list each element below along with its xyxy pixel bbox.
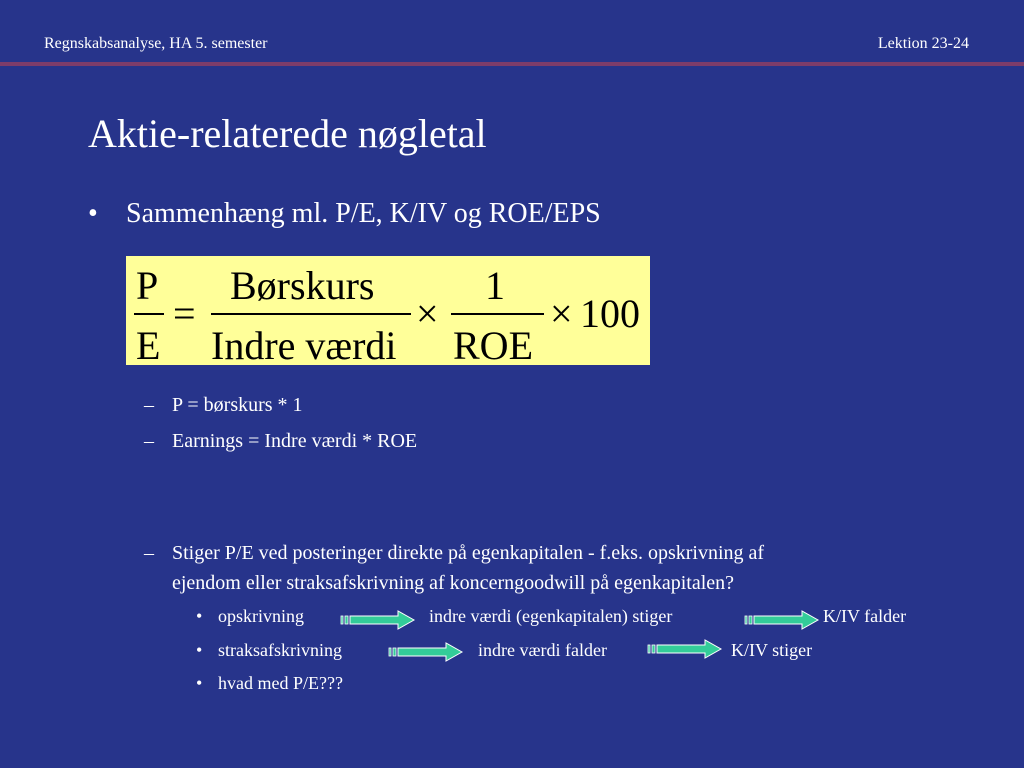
formula-equals: =: [173, 291, 196, 336]
sub-item-straksafskrivning-result: K/IV stiger: [731, 640, 813, 660]
formula-box: [126, 256, 650, 368]
stiger-line-1: Stiger P/E ved posteringer direkte på egenkapitalen - f.eks. opskrivning af: [172, 542, 765, 564]
sub-item-straksafskrivning-middle: indre værdi falder: [478, 640, 607, 660]
sub-bullet-dot: •: [196, 640, 203, 660]
formula-hundred: 100: [580, 291, 640, 336]
sub-bullet-dot: •: [196, 673, 203, 693]
formula-times-1: ×: [416, 291, 439, 336]
dash-symbol: –: [144, 394, 154, 416]
bullet-dot: •: [88, 198, 98, 229]
dash-symbol: –: [144, 430, 154, 452]
sub-item-opskrivning-label: opskrivning: [218, 606, 305, 626]
formula-f2-fraction-bar: [451, 313, 544, 315]
formula-f1-fraction-bar: [211, 313, 411, 315]
dash-symbol: –: [144, 542, 154, 564]
right-arrow-icon: [388, 642, 464, 662]
sub-item-pe-question-label: hvad med P/E???: [218, 673, 343, 693]
header-lecture: Lektion 23-24: [877, 35, 969, 52]
header-rule: [0, 62, 1024, 66]
main-bullet-text: Sammenhæng ml. P/E, K/IV og ROE/EPS: [126, 198, 601, 229]
right-arrow-icon: [647, 639, 723, 659]
sub-item-opskrivning-middle: indre værdi (egenkapitalen) stiger: [429, 606, 673, 626]
dash-item-earnings-text: Earnings = Indre værdi * ROE: [172, 430, 418, 452]
formula-f1-denominator: Indre værdi: [211, 323, 397, 368]
formula-f2-numerator: 1: [485, 263, 505, 308]
formula-lhs-denominator: E: [136, 323, 161, 368]
sub-bullet-dot: •: [196, 606, 203, 626]
dash-item-price-text: P = børskurs * 1: [172, 394, 303, 416]
slide-title: Aktie-relaterede nøgletal: [88, 111, 487, 156]
header-course: Regnskabsanalyse, HA 5. semester: [44, 35, 268, 52]
sub-item-straksafskrivning-label: straksafskrivning: [218, 640, 342, 660]
formula-f1-numerator: Børskurs: [230, 263, 375, 308]
formula-f2-denominator: ROE: [453, 323, 533, 368]
right-arrow-icon: [744, 610, 820, 630]
stiger-line-2: ejendom eller straksafskrivning af koncerngoodwill på egenkapitalen?: [172, 572, 735, 594]
sub-item-opskrivning-result: K/IV falder: [823, 606, 907, 626]
formula-times-2: ×: [550, 291, 573, 336]
formula-lhs-fraction-bar: [134, 313, 164, 315]
right-arrow-icon: [340, 610, 416, 630]
formula-lhs-numerator: P: [136, 263, 159, 308]
